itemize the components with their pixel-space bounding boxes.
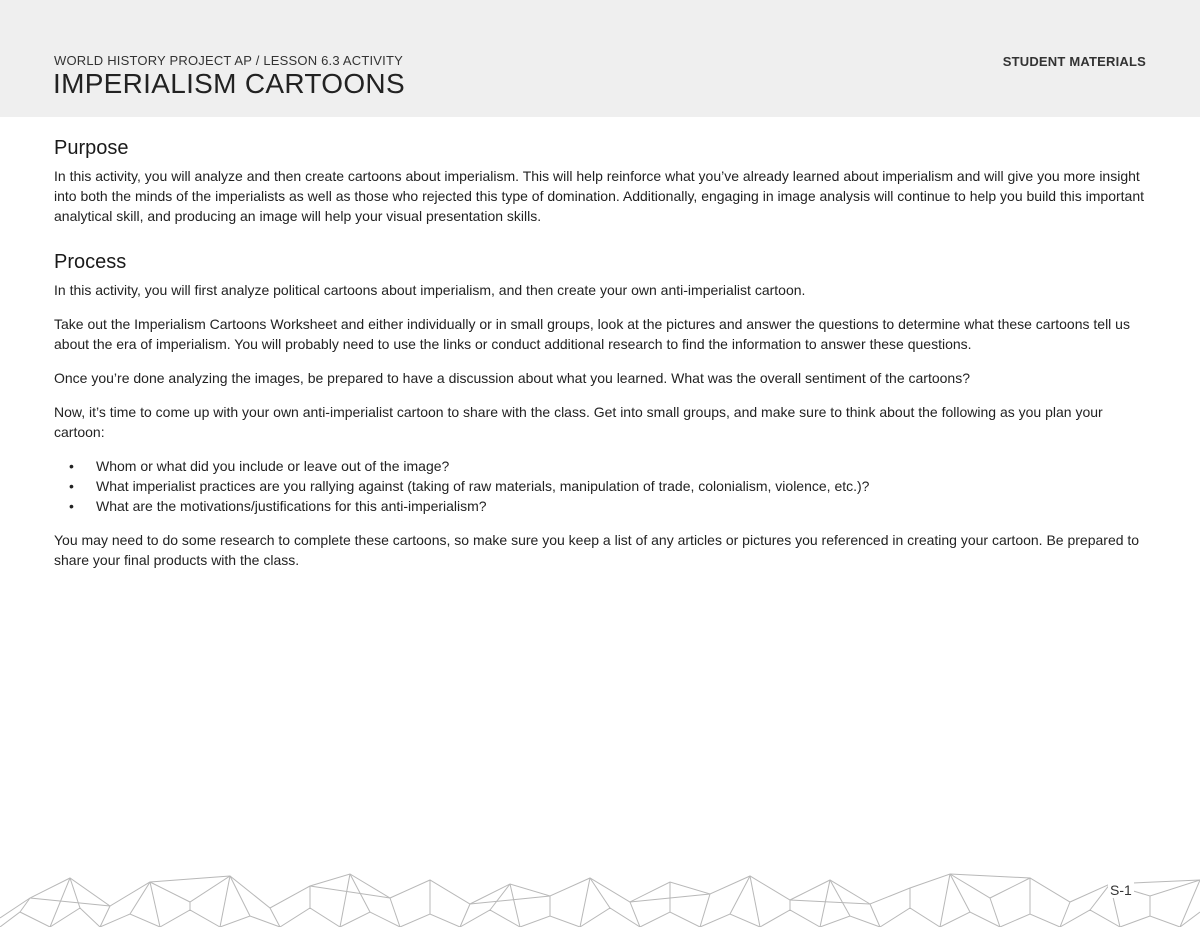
planning-questions-list [54, 456, 1146, 516]
purpose-text: In this activity, you will analyze and then create cartoons about imperialism. This will help reinforce what you’ve already learned about imperialism and will give you more insight into both the minds of the imperialists as well as those who rejected this type of domination. Additionally, engaging in image analysis will continue to help you build this important analytical skill, and producing an image will help your visual presentation skills. [54, 168, 1145, 224]
process-paragraph: In this activity, you will first analyze political cartoons about imperialism, and then create your own anti-imperialist cartoon. [54, 282, 806, 298]
main-content [54, 136, 1146, 584]
list-item: • What are the motivations/justifications for this anti-imperialism? [96, 496, 1146, 516]
list-item: • What imperialist practices are you rallying against (taking of raw materials, manipulation of trade, colonialism, violence, etc.)? [96, 476, 1146, 496]
student-materials-label: STUDENT MATERIALS [1002, 54, 1146, 69]
process-closing: You may need to do some research to complete these cartoons, so make sure you keep a list of any articles or pictures you referenced in creating your cartoon. Be prepared to share your final products with the class. [54, 532, 1140, 568]
lesson-kicker: WORLD HISTORY PROJECT AP / LESSON 6.3 ACTIVITY [54, 53, 403, 68]
process-heading: Process [54, 251, 127, 273]
page-title: IMPERIALISM CARTOONS [53, 68, 405, 99]
process-paragraph: Now, it’s time to come up with your own anti-imperialist cartoon to share with the class. Get into small groups, and make sure to think about the following as you plan your cartoon: [54, 404, 1103, 440]
process-paragraph: Once you’re done analyzing the images, be prepared to have a discussion about what you learned. What was the overall sentiment of the cartoons? [54, 370, 970, 386]
low-poly-footer-decoration [0, 868, 1200, 927]
list-item: • Whom or what did you include or leave out of the image? [96, 456, 1146, 476]
purpose-section [54, 136, 1146, 226]
page-number: S-1 [1110, 882, 1132, 898]
process-paragraph: Take out the Imperialism Cartoons Worksheet and either individually or in small groups, look at the pictures and answer the questions to determine what these cartoons tell us about the era of imperialism. You will probably need to use the links or conduct additional research to find the information to answer these questions. [54, 316, 1130, 352]
page-header [0, 0, 1200, 117]
process-section [54, 250, 1146, 570]
purpose-heading: Purpose [54, 137, 129, 159]
